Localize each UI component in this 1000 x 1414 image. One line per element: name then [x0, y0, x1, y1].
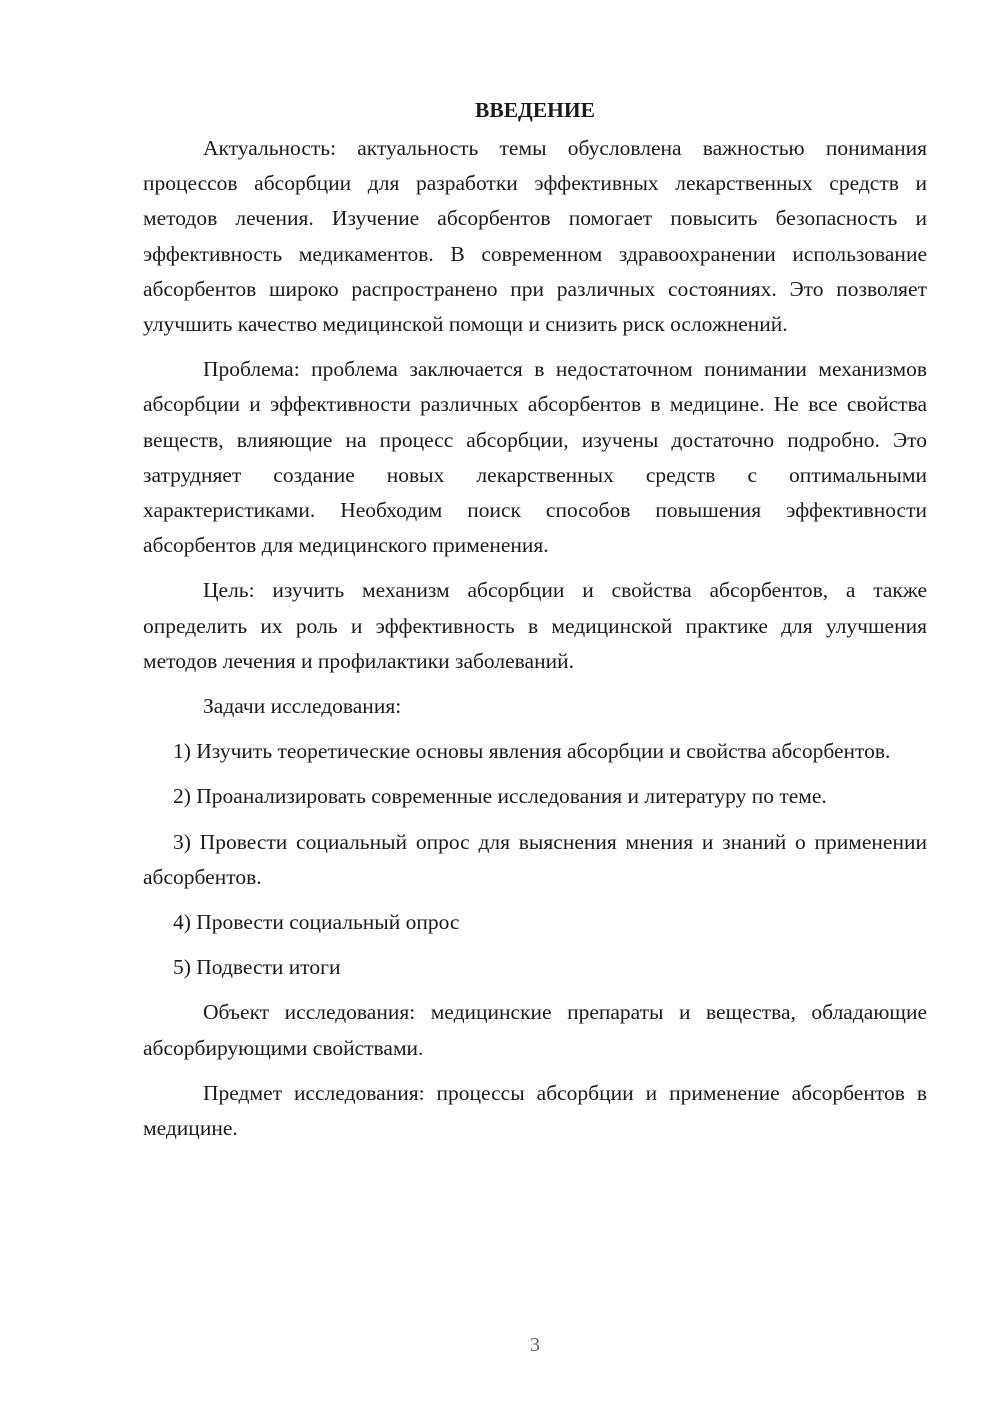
object-paragraph: Объект исследования: медицинские препараты и вещества, обладающие абсорбирующими свойствами.: [143, 1000, 927, 1060]
subject-paragraph: Предмет исследования: процессы абсорбции и применение абсорбентов в медицине.: [143, 1080, 927, 1141]
problem-paragraph: Проблема: проблема заключается в недостаточном понимании механизмов абсорбции и эффективности различных абсорбентов в медицине. Не все свойства веществ, влияющие на процесс абсорбции, изучены достаточно подробно. Это затрудняет создание новых лекарственных средств с оптимальными характеристиками. Необходим поиск способов повышения эффективности абсорбентов для медицинского применения.: [143, 357, 927, 558]
relevance-paragraph: Актуальность: актуальность темы обусловлена важностью понимания процессов абсорбции для разработки эффективных лекарственных средств и методов лечения. Изучение абсорбентов помогает повысить безопасность и эффективность медикаментов. В современном здравоохранении использование абсорбентов широко распространено при различных состояниях. Это позволяет улучшить качество медицинской помощи и снизить риск осложнений.: [143, 136, 927, 337]
task-item-5: 5) Подвести итоги: [173, 955, 341, 980]
tasks-heading: Задачи исследования:: [203, 694, 402, 719]
task-item-4: 4) Провести социальный опрос: [173, 910, 460, 935]
task-item-1: 1) Изучить теоретические основы явления абсорбции и свойства абсорбентов.: [173, 739, 891, 764]
page-title: ВВЕДЕНИЕ: [475, 98, 595, 122]
task-item-2: 2) Проанализировать современные исследования и литературу по теме.: [173, 784, 827, 809]
goal-paragraph: Цель: изучить механизм абсорбции и свойства абсорбентов, а также определить их роль и эффективность в медицинской практике для улучшения методов лечения и профилактики заболеваний.: [143, 578, 927, 673]
page-content: [143, 92, 927, 1156]
task-item-3: 3) Провести социальный опрос для выяснения мнения и знаний о применении абсорбентов.: [143, 829, 927, 889]
page-number: 3: [530, 1334, 540, 1356]
